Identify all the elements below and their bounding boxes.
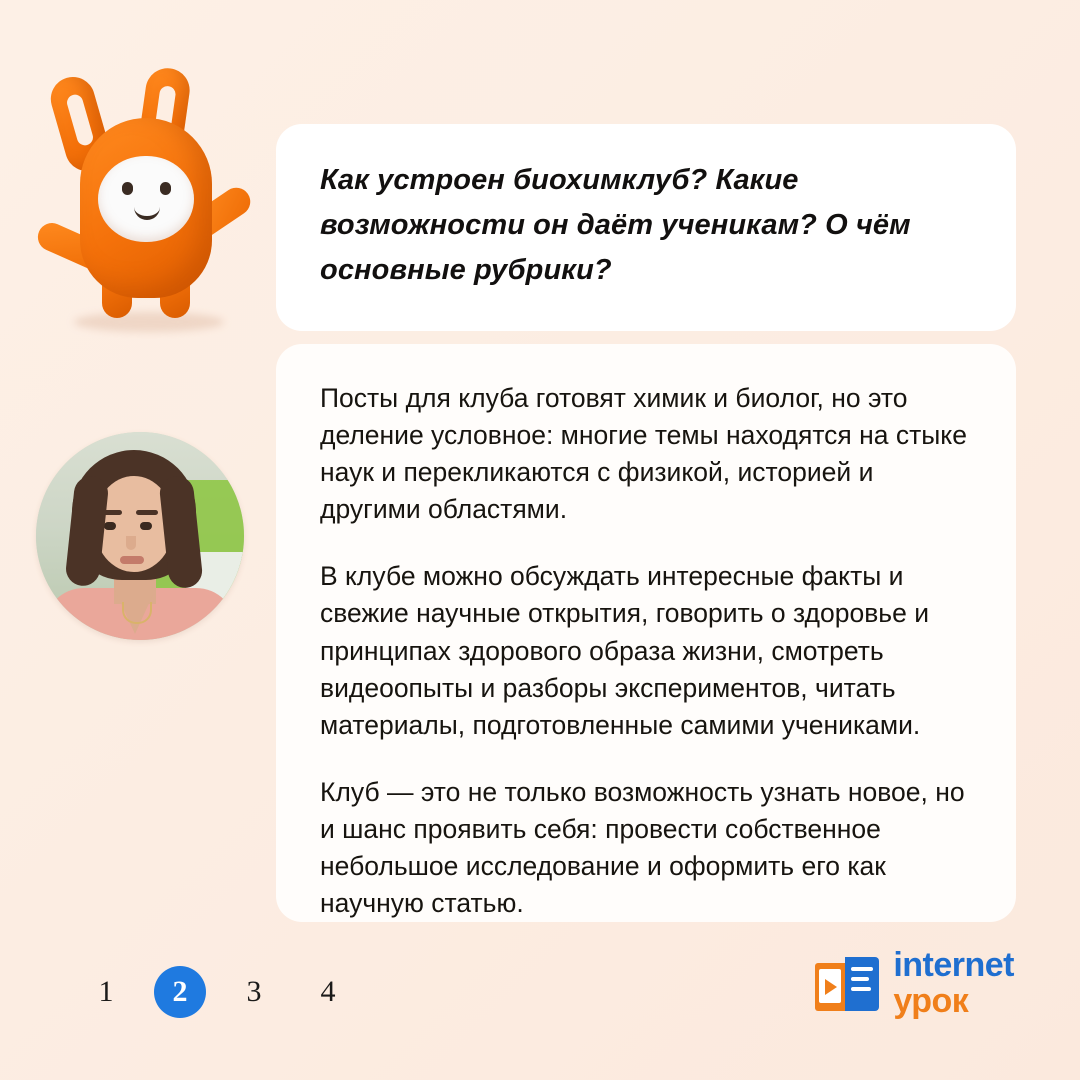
logo-word-urok: урок <box>893 982 969 1020</box>
pagination-dot-1[interactable]: 1 <box>98 975 114 1008</box>
answer-paragraph-3: Клуб — это не только возможность узнать новое, но и шанс проявить себя: провести собственное небольшое исследование и оформить его как научную статью. <box>320 776 965 919</box>
logo-wordmark <box>893 948 1014 1018</box>
logo-word-internet: internet <box>893 946 1014 984</box>
book-line-1 <box>851 967 873 971</box>
pagination-dot-3[interactable]: 3 <box>246 975 262 1008</box>
pagination <box>80 966 354 1018</box>
avatar-nose <box>126 536 136 550</box>
mascot-smile-icon <box>134 202 160 220</box>
book-right-cover <box>845 957 879 1011</box>
mascot-eye-right-icon <box>160 182 171 195</box>
answer-bubble <box>276 344 1016 922</box>
pagination-dot-2[interactable]: 2 <box>154 966 206 1018</box>
mascot-illustration <box>22 60 272 330</box>
question-text: Как устроен биохимклуб? Какие возможности он даёт ученикам? О чём основные рубрики? <box>320 164 911 286</box>
mascot-shadow <box>74 312 224 332</box>
avatar-brow-right <box>136 510 158 515</box>
avatar-eye-left <box>104 522 116 530</box>
book-icon <box>815 953 879 1013</box>
mascot-eye-left-icon <box>122 182 133 195</box>
book-line-2 <box>851 977 869 981</box>
mascot-face <box>98 156 194 242</box>
answer-paragraph-1: Посты для клуба готовят химик и биолог, но это деление условное: многие темы находятся на стыке наук и перекликаются с физикой, историей и другими областями. <box>320 383 967 525</box>
book-line-3 <box>851 987 871 991</box>
brand-logo <box>815 948 1014 1018</box>
play-icon <box>825 979 837 995</box>
avatar-lips <box>120 556 144 564</box>
pagination-dot-4[interactable]: 4 <box>320 975 336 1008</box>
avatar <box>36 432 244 640</box>
answer-paragraph-2: В клубе можно обсуждать интересные факты и свежие научные открытия, говорить о здоровье и принципах здорового образа жизни, смотреть видеоопыты и разборы экспериментов, читать материалы, подготовленные самими учениками. <box>320 561 930 740</box>
avatar-eye-right <box>140 522 152 530</box>
question-bubble <box>276 124 1016 331</box>
